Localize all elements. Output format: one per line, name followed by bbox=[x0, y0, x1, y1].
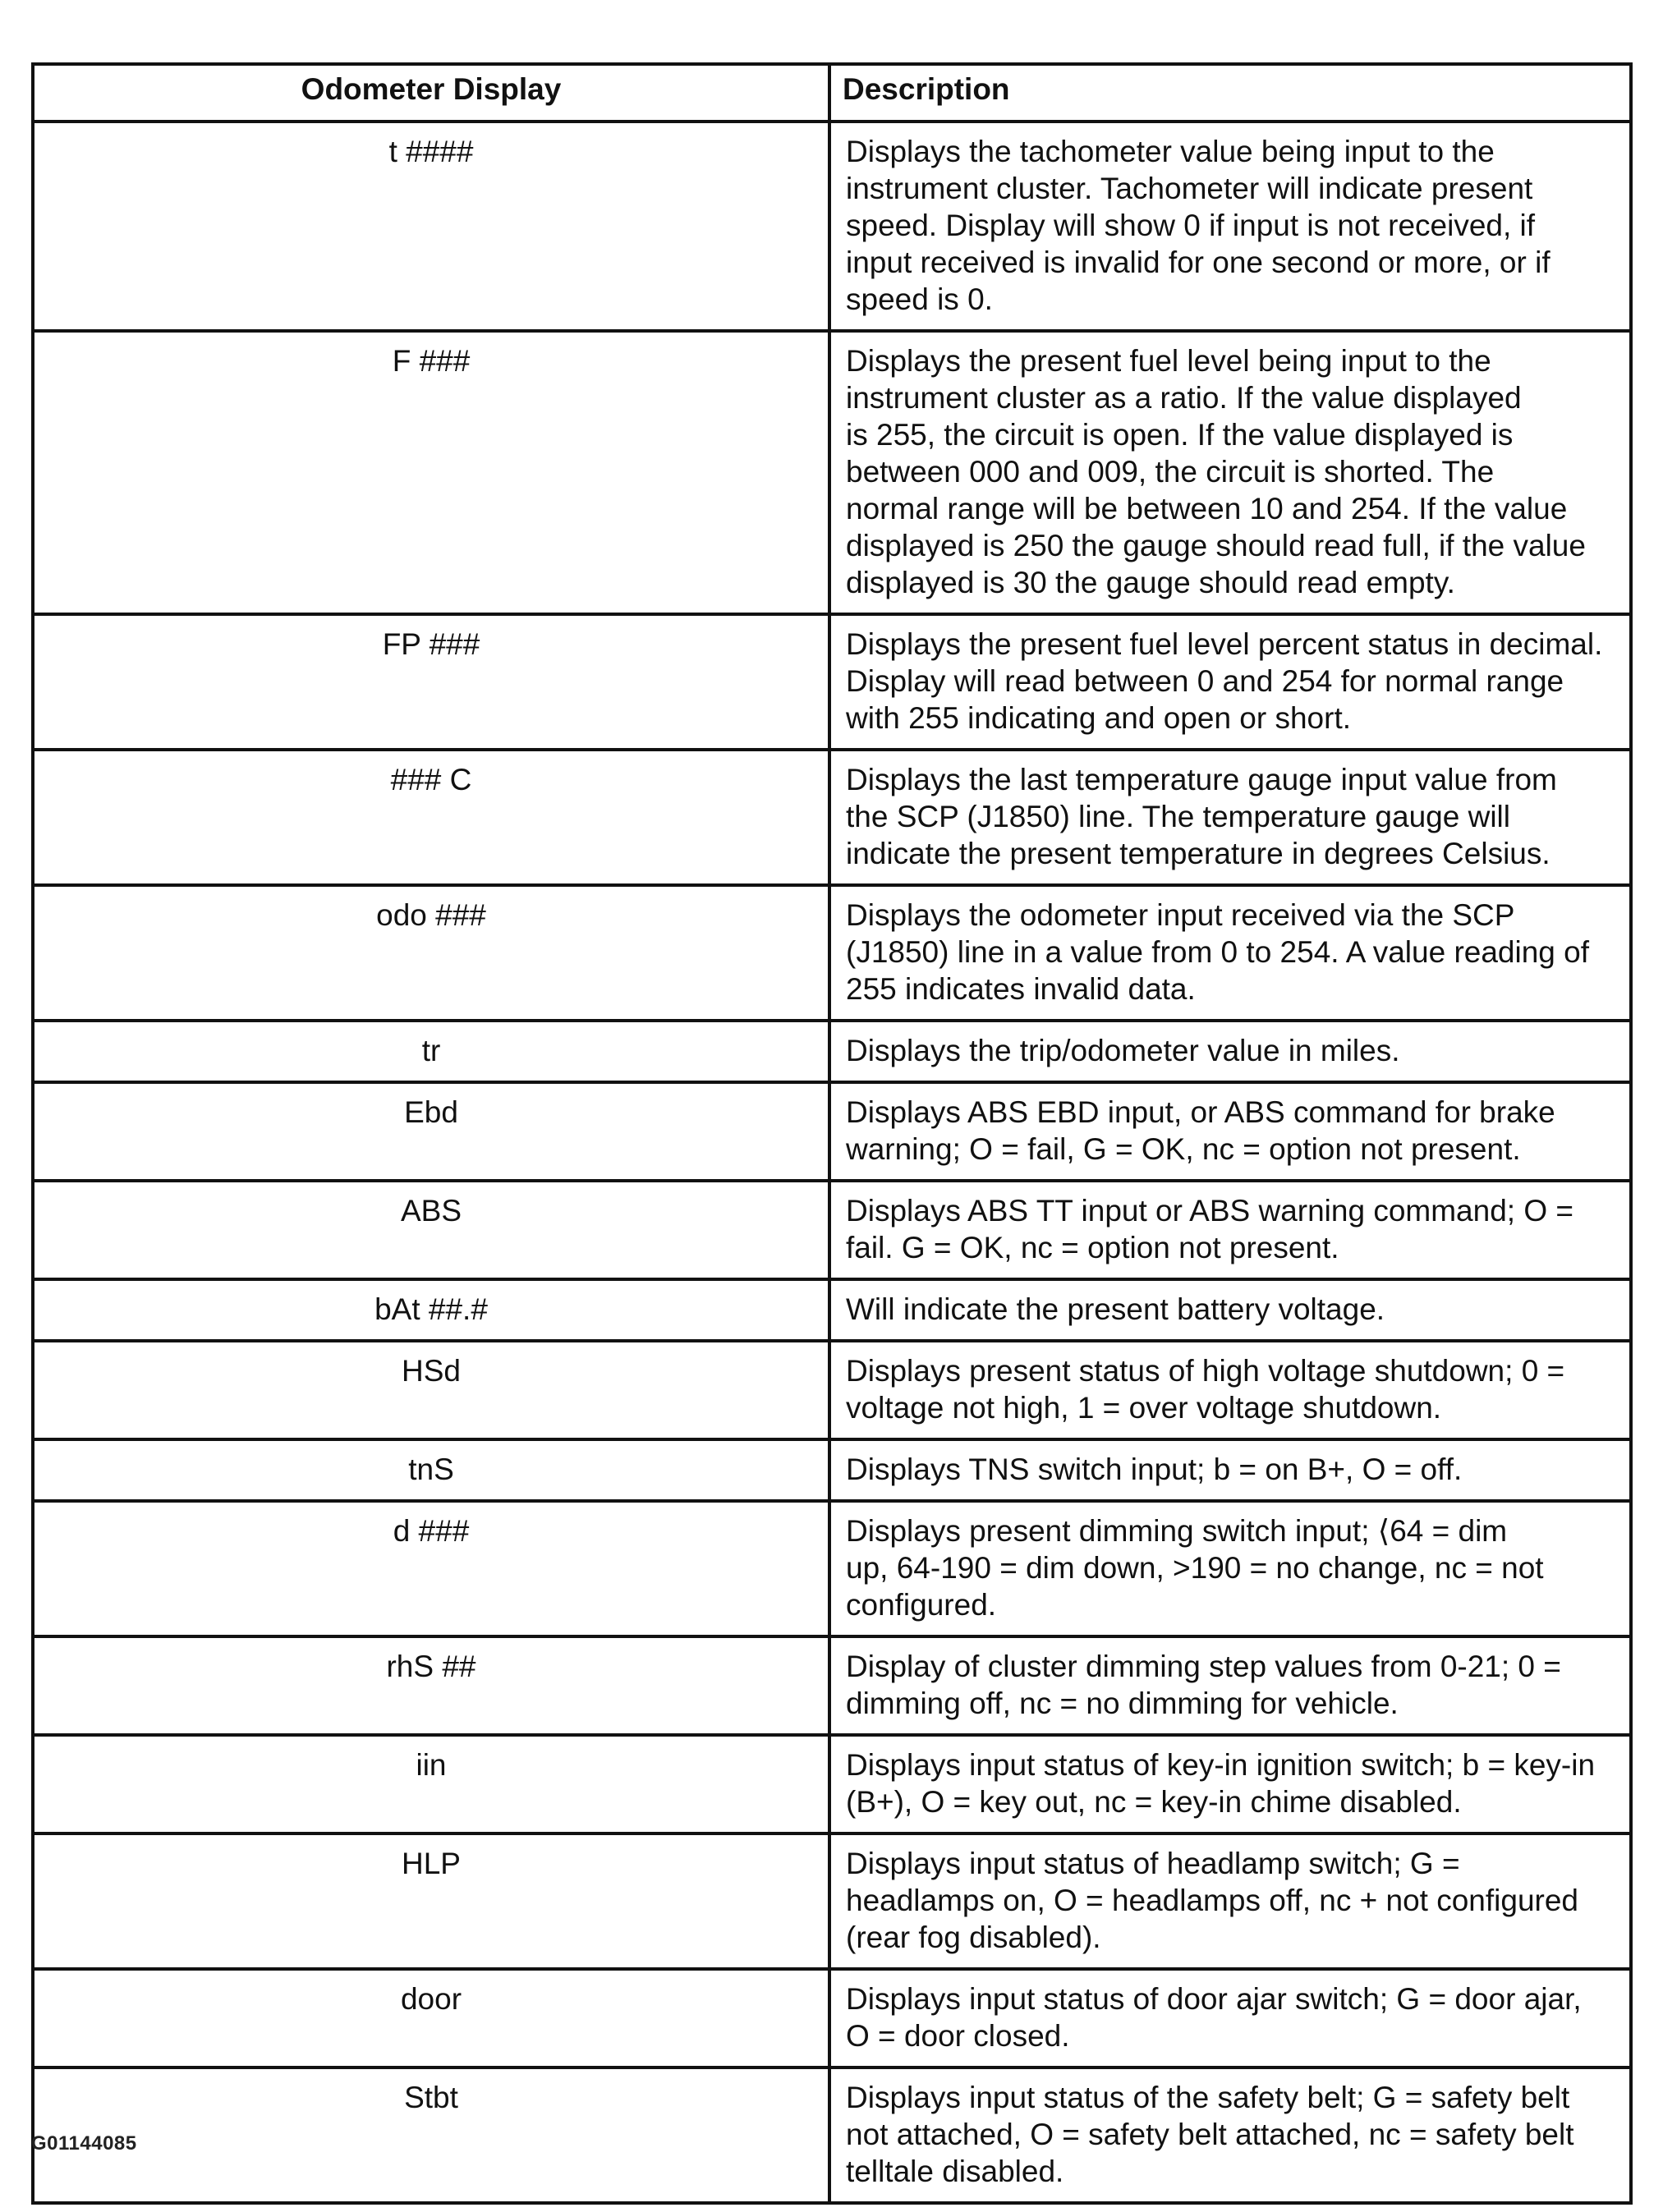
table-row bbox=[33, 122, 1631, 331]
table-row bbox=[33, 614, 1631, 750]
description-cell: Will indicate the present battery voltage. bbox=[829, 1279, 1631, 1341]
table-row bbox=[33, 1969, 1631, 2067]
table-row bbox=[33, 1341, 1631, 1439]
description-cell: Displays input status of door ajar switch; G = door ajar, O = door closed. bbox=[829, 1969, 1631, 2067]
table-row bbox=[33, 1735, 1631, 1833]
odometer-code-cell: Ebd bbox=[33, 1082, 829, 1181]
odometer-code-cell: HSd bbox=[33, 1341, 829, 1439]
description-cell: Displays TNS switch input; b = on B+, O = off. bbox=[829, 1439, 1631, 1501]
odometer-code-cell: odo ### bbox=[33, 885, 829, 1021]
odometer-code-cell: Stbt bbox=[33, 2067, 829, 2203]
table-row bbox=[33, 1279, 1631, 1341]
table-row bbox=[33, 1501, 1631, 1636]
description-cell: Displays ABS TT input or ABS warning command; O = fail. G = OK, nc = option not present. bbox=[829, 1181, 1631, 1279]
odometer-code-cell: door bbox=[33, 1969, 829, 2067]
column-header-odometer-display: Odometer Display bbox=[33, 64, 829, 122]
description-cell: Displays the last temperature gauge input value from the SCP (J1850) line. The temperature gauge will indicate the present temperature in degrees Celsius. bbox=[829, 750, 1631, 885]
table-row bbox=[33, 1082, 1631, 1181]
odometer-code-cell: d ### bbox=[33, 1501, 829, 1636]
table-row bbox=[33, 750, 1631, 885]
table-row bbox=[33, 2067, 1631, 2203]
table-header-row bbox=[33, 64, 1631, 122]
odometer-code-cell: rhS ## bbox=[33, 1636, 829, 1735]
table-row bbox=[33, 1636, 1631, 1735]
odometer-code-cell: HLP bbox=[33, 1833, 829, 1969]
odometer-code-cell: F ### bbox=[33, 331, 829, 614]
description-cell: Displays the tachometer value being input to the instrument cluster. Tachometer will indicate present speed. Display will show 0 if input is not received, if input received is invalid for one second or more, or if speed is 0. bbox=[829, 122, 1631, 331]
table-row bbox=[33, 1181, 1631, 1279]
description-cell: Displays present status of high voltage shutdown; 0 = voltage not high, 1 = over voltage shutdown. bbox=[829, 1341, 1631, 1439]
table-row bbox=[33, 1439, 1631, 1501]
description-cell: Displays the present fuel level being input to the instrument cluster as a ratio. If the value displayed is 255, the circuit is open. If the value displayed is between 000 and 009, the circuit is shorted. The normal range will be between 10 and 254. If the value displayed is 250 the gauge should read full, if the value displayed is 30 the gauge should read empty. bbox=[829, 331, 1631, 614]
description-cell: Displays ABS EBD input, or ABS command for brake warning; O = fail, G = OK, nc = option not present. bbox=[829, 1082, 1631, 1181]
description-cell: Displays the present fuel level percent status in decimal. Display will read between 0 and 254 for normal range with 255 indicating and open or short. bbox=[829, 614, 1631, 750]
odometer-code-cell: t #### bbox=[33, 122, 829, 331]
description-cell: Displays input status of key-in ignition switch; b = key-in (B+), O = key out, nc = key-in chime disabled. bbox=[829, 1735, 1631, 1833]
odometer-code-cell: FP ### bbox=[33, 614, 829, 750]
column-header-description: Description bbox=[829, 64, 1631, 122]
odometer-display-table bbox=[31, 62, 1633, 2205]
odometer-code-cell: tr bbox=[33, 1021, 829, 1082]
odometer-code-cell: bAt ##.# bbox=[33, 1279, 829, 1341]
odometer-code-cell: ABS bbox=[33, 1181, 829, 1279]
odometer-code-cell: tnS bbox=[33, 1439, 829, 1501]
table-row bbox=[33, 1833, 1631, 1969]
odometer-code-cell: ### C bbox=[33, 750, 829, 885]
description-cell: Displays present dimming switch input; ⟨64 = dim up, 64-190 = dim down, >190 = no change, nc = not configured. bbox=[829, 1501, 1631, 1636]
table-row bbox=[33, 885, 1631, 1021]
odometer-code-cell: iin bbox=[33, 1735, 829, 1833]
figure-id-label: G01144085 bbox=[31, 2132, 137, 2155]
table-row bbox=[33, 331, 1631, 614]
description-cell: Display of cluster dimming step values from 0-21; 0 = dimming off, nc = no dimming for vehicle. bbox=[829, 1636, 1631, 1735]
table-row bbox=[33, 1021, 1631, 1082]
description-cell: Displays input status of the safety belt; G = safety belt not attached, O = safety belt attached, nc = safety belt telltale disabled. bbox=[829, 2067, 1631, 2203]
description-cell: Displays input status of headlamp switch; G = headlamps on, O = headlamps off, nc + not configured (rear fog disabled). bbox=[829, 1833, 1631, 1969]
description-cell: Displays the trip/odometer value in miles. bbox=[829, 1021, 1631, 1082]
description-cell: Displays the odometer input received via the SCP (J1850) line in a value from 0 to 254. A value reading of 255 indicates invalid data. bbox=[829, 885, 1631, 1021]
